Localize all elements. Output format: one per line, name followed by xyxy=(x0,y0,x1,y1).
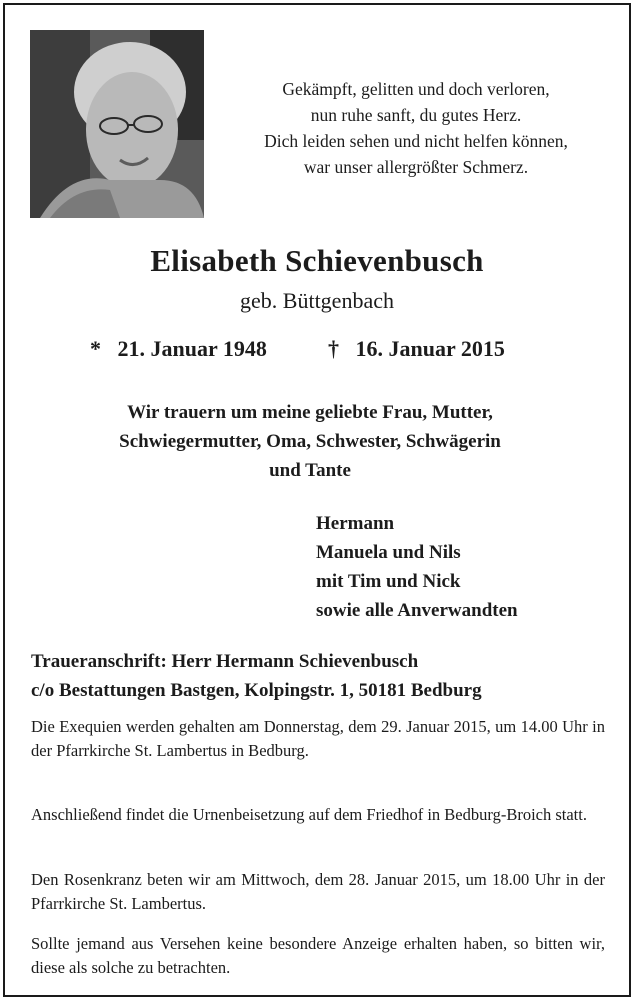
mourning-line: Schwiegermutter, Oma, Schwester, Schwägerin xyxy=(119,431,501,452)
death-date-line xyxy=(328,336,505,362)
family-line: mit Tim und Nick xyxy=(316,571,461,592)
deceased-name: Elisabeth Schievenbusch xyxy=(150,243,484,278)
mourning-line: Wir trauern um meine geliebte Frau, Mutter, xyxy=(127,402,493,423)
address-line: c/o Bestattungen Bastgen, Kolpingstr. 1, 50181 Bedburg xyxy=(31,680,482,701)
exequies-paragraph: Die Exequien werden gehalten am Donnerstag, dem 29. Januar 2015, um 14.00 Uhr in der Pfarrkirche St. Lambertus in Bedburg. xyxy=(31,717,605,760)
family-signatures xyxy=(316,509,518,625)
mourning-line: und Tante xyxy=(269,460,351,481)
rosary-paragraph: Den Rosenkranz beten wir am Mittwoch, dem 28. Januar 2015, um 18.00 Uhr in der Pfarrkirche St. Lambertus. xyxy=(31,870,605,913)
death-cross-icon: † xyxy=(328,336,339,361)
birth-date-line xyxy=(90,336,267,362)
notice-paragraph: Sollte jemand aus Versehen keine besondere Anzeige erhalten haben, so bitten wir, diese als solche zu betrachten. xyxy=(31,934,605,977)
death-date: 16. Januar 2015 xyxy=(355,336,505,361)
poem-line: war unser allergrößter Schmerz. xyxy=(303,157,529,177)
family-line: Hermann xyxy=(316,513,395,534)
poem-line: Dich leiden sehen und nicht helfen können, xyxy=(264,131,568,151)
address-line: Traueranschrift: Herr Hermann Schievenbusch xyxy=(31,651,419,672)
poem-line: Gekämpft, gelitten und doch verloren, xyxy=(282,79,550,99)
family-line: Manuela und Nils xyxy=(316,542,461,563)
mourning-address xyxy=(31,647,482,705)
poem xyxy=(226,76,606,180)
burial-paragraph: Anschließend findet die Urnenbeisetzung auf dem Friedhof in Bedburg-Broich statt. xyxy=(31,805,587,824)
birth-star-icon: * xyxy=(90,336,101,361)
portrait-photo xyxy=(30,30,204,218)
mourning-statement xyxy=(0,398,620,485)
poem-line: nun ruhe sanft, du gutes Herz. xyxy=(310,105,522,125)
birth-date: 21. Januar 1948 xyxy=(117,336,267,361)
maiden-name: geb. Büttgenbach xyxy=(240,288,394,313)
family-line: sowie alle Anverwandten xyxy=(316,600,518,621)
